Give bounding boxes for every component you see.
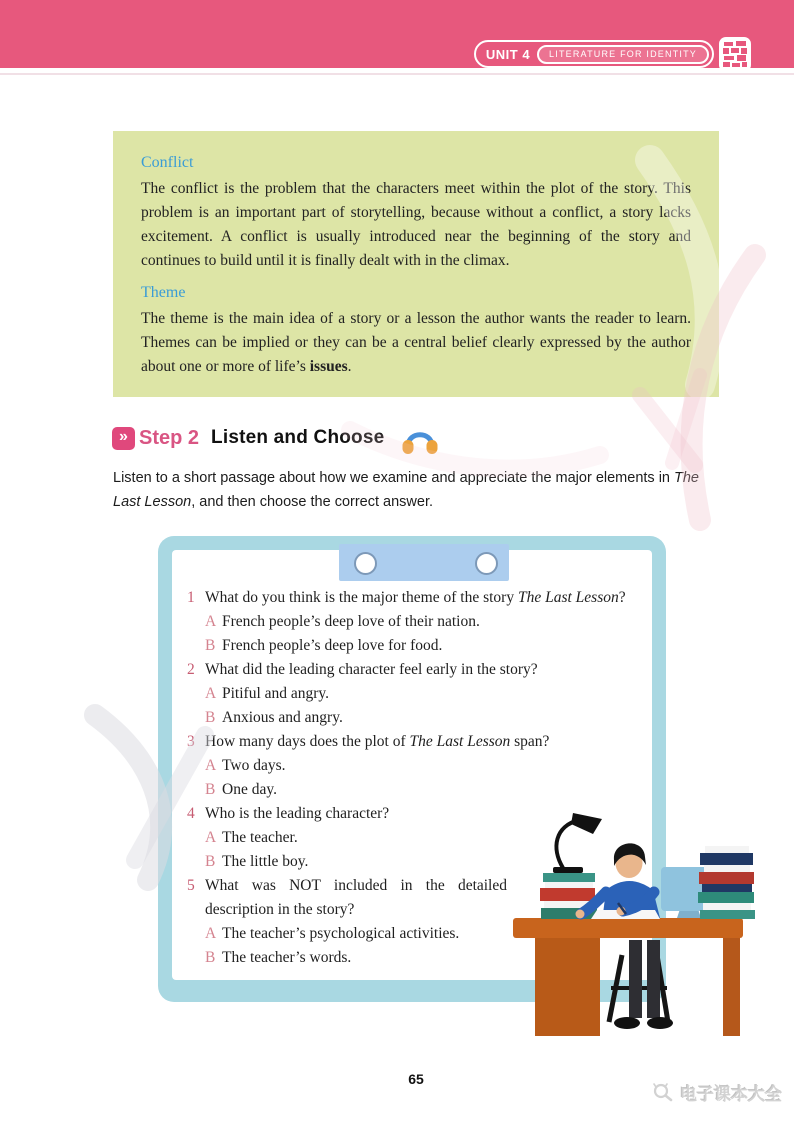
clip-hole-right bbox=[475, 552, 498, 575]
brand-text: 电子课本大全 bbox=[680, 1085, 782, 1104]
option-b: B Anxious and angry. bbox=[205, 709, 343, 726]
option-a: A French people’s deep love of their nation. bbox=[205, 613, 480, 630]
brand-watermark bbox=[652, 1080, 782, 1105]
option-a: A Pitiful and angry. bbox=[205, 685, 330, 702]
theme-bold-word: issues bbox=[309, 358, 348, 375]
double-chevron-icon: » bbox=[112, 427, 135, 450]
question-1 bbox=[187, 586, 644, 658]
question-3 bbox=[187, 730, 644, 802]
instruction-part2: , and then choose the correct answer. bbox=[191, 494, 434, 510]
question-number: 5 bbox=[187, 877, 195, 894]
header-underline bbox=[0, 73, 794, 75]
concept-text-conflict: The conflict is the problem that the characters meet within the plot of the story. This problem is an important part of storytelling, because without a conflict, a story lacks excitement. A conflict is usually introduced near the beginning of the story and continues to build until it is finally dealt with in the climax. bbox=[141, 180, 691, 269]
question-number: 1 bbox=[187, 589, 195, 606]
unit-badge bbox=[474, 40, 714, 68]
concept-box bbox=[113, 131, 719, 397]
unit-label: UNIT 4 bbox=[485, 46, 531, 62]
publisher-seal-icon bbox=[719, 37, 751, 72]
question-text: What do you think is the major theme of the story The Last Lesson? bbox=[205, 589, 626, 606]
page-number: 65 bbox=[408, 1071, 424, 1087]
instruction-text bbox=[113, 466, 729, 514]
option-a: A The teacher’s psychological activities. bbox=[205, 925, 460, 942]
concept-heading-theme: Theme bbox=[141, 284, 186, 301]
question-text: Who is the leading character? bbox=[205, 805, 390, 822]
question-2 bbox=[187, 658, 644, 730]
step-title: Listen and Choose bbox=[211, 427, 385, 448]
question-text: What did the leading character feel early in the story? bbox=[205, 661, 538, 678]
question-number: 3 bbox=[187, 733, 195, 750]
unit-title: LITERATURE FOR IDENTITY bbox=[537, 45, 709, 64]
step-label: Step 2 bbox=[139, 426, 200, 449]
student-studying-illustration bbox=[505, 810, 757, 1038]
headphones-icon bbox=[400, 422, 440, 456]
option-b: B The little boy. bbox=[205, 853, 309, 870]
instruction-part1: Listen to a short passage about how we examine and appreciate the major elements in bbox=[113, 470, 675, 486]
desk-lamp bbox=[553, 813, 602, 873]
option-b: B One day. bbox=[205, 781, 277, 798]
step-heading bbox=[112, 420, 440, 456]
option-a: A The teacher. bbox=[205, 829, 298, 846]
clipboard-clip bbox=[339, 544, 509, 581]
chair-and-legs bbox=[609, 940, 673, 1029]
magnifier-logo-icon bbox=[652, 1083, 674, 1103]
question-text: How many days does the plot of The Last Lesson span? bbox=[205, 733, 550, 750]
concept-heading-conflict: Conflict bbox=[141, 154, 194, 171]
concept-text-theme bbox=[141, 307, 691, 379]
seal-pattern-icon bbox=[723, 41, 747, 68]
option-a: A Two days. bbox=[205, 757, 286, 774]
option-b: B The teacher’s words. bbox=[205, 949, 352, 966]
book-stack-right bbox=[698, 846, 755, 919]
clip-hole-left bbox=[354, 552, 377, 575]
theme-text-end: . bbox=[347, 358, 352, 375]
theme-text: The theme is the main idea of a story or a lesson the author wants the reader to learn. Themes can be implied or they can be a central belief clearly expressed by the author about one or more of life’s bbox=[141, 310, 691, 375]
question-text: What was NOT included in the detailed description in the story? bbox=[205, 877, 507, 918]
question-number: 2 bbox=[187, 661, 195, 678]
question-number: 4 bbox=[187, 805, 195, 822]
instruction-italic-title: The Last Lesson bbox=[113, 470, 700, 510]
option-b: B French people’s deep love for food. bbox=[205, 637, 443, 654]
